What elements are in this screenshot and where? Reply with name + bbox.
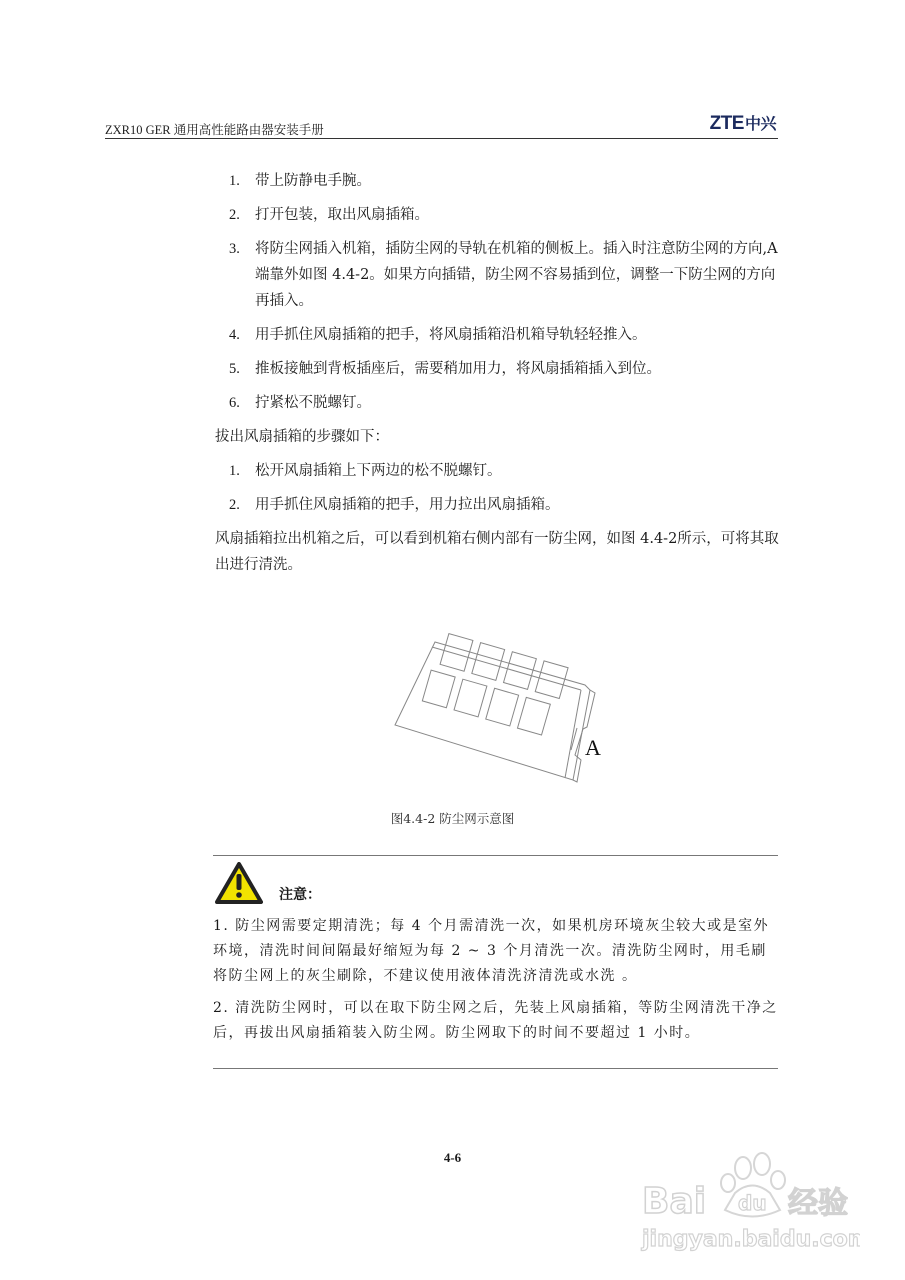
- after-paragraph: 风扇插箱拉出机箱之后，可以看到机箱右侧内部有一防尘网，如图 4.4-2所示，可将其取出进行清洗。: [215, 531, 779, 573]
- svg-text:Bai: Bai: [642, 1181, 707, 1222]
- step-text: 拧紧松不脱螺钉。: [255, 395, 371, 411]
- removal-step: [215, 492, 780, 518]
- install-step: [215, 390, 780, 416]
- zte-logo: [710, 111, 776, 135]
- install-step: [215, 236, 780, 314]
- step-number: 3.: [229, 241, 240, 257]
- caution-item: 1. 防尘网需要定期清洗；每 4 个月需清洗一次，如果机房环境灰尘较大或是室外环境，清洗时间间隔最好缩短为每 2 ~ 3 个月清洗一次。清洗防尘网时，用毛刷将防尘网上的灰尘刷除，不建议使用液体清洗济清洗或水洗 。: [213, 918, 770, 984]
- removal-step: [215, 458, 780, 484]
- step-text: 打开包装，取出风扇插箱。: [255, 207, 429, 223]
- logo-latin: ZTE: [709, 113, 744, 134]
- step-text: 用手抓住风扇插箱的把手，将风扇插箱沿机箱导轨轻轻推入。: [255, 327, 647, 343]
- dust-filter-drawing: [385, 630, 625, 790]
- step-number: 6.: [229, 395, 240, 411]
- install-step: [215, 168, 780, 194]
- step-text: 将防尘网插入机箱，插防尘网的导轨在机箱的侧板上。插入时注意防尘网的方向,A 端靠外如图 4.4-2。如果方向插错，防尘网不容易插到位，调整一下防尘网的方向再插入。: [255, 241, 778, 309]
- install-step: [215, 356, 780, 382]
- main-content: [215, 168, 780, 586]
- page-number: 4-6: [443, 1150, 462, 1165]
- caution-item: 2. 清洗防尘网时，可以在取下防尘网之后，先装上风扇插箱，等防尘网清洗干净之后，再拔出风扇插箱装入防尘网。防尘网取下的时间不要超过 1 小时。: [213, 1000, 778, 1041]
- svg-text:du: du: [738, 1191, 767, 1215]
- step-text: 带上防静电手腕。: [255, 173, 371, 189]
- step-text: 松开风扇插箱上下两边的松不脱螺钉。: [255, 463, 502, 479]
- figure-caption: 图4.4-2 防尘网示意图: [390, 811, 515, 826]
- caution-title: 注意：: [279, 887, 321, 903]
- caution-body: [213, 908, 778, 1046]
- warning-icon: [215, 862, 263, 904]
- step-number: 4.: [229, 327, 240, 343]
- step-text: 推板接触到背板插座后，需要稍加用力，将风扇插箱插入到位。: [255, 361, 661, 377]
- step-number: 1.: [229, 463, 240, 479]
- removal-intro: 拔出风扇插箱的步骤如下：: [215, 429, 389, 445]
- dust-filter-figure: [385, 630, 625, 790]
- page-header: [105, 108, 778, 139]
- end-a-label: A: [585, 735, 601, 760]
- svg-text:经验: 经验: [788, 1186, 848, 1221]
- baidu-watermark: [640, 1148, 860, 1258]
- step-number: 1.: [229, 173, 240, 189]
- step-number: 2.: [229, 497, 240, 513]
- caution-box: [213, 855, 778, 1069]
- manual-title: ZXR10 GER 通用高性能路由器安装手册: [105, 123, 324, 137]
- caution-header: [213, 856, 778, 908]
- baidu-paw-icon: [640, 1148, 860, 1258]
- logo-cn: 中兴: [744, 116, 776, 133]
- step-number: 2.: [229, 207, 240, 223]
- install-step: [215, 202, 780, 228]
- step-number: 5.: [229, 361, 240, 377]
- step-text: 用手抓住风扇插箱的把手，用力拉出风扇插箱。: [255, 497, 560, 513]
- install-step: [215, 322, 780, 348]
- watermark-url: jingyan.baidu.com: [642, 1227, 860, 1252]
